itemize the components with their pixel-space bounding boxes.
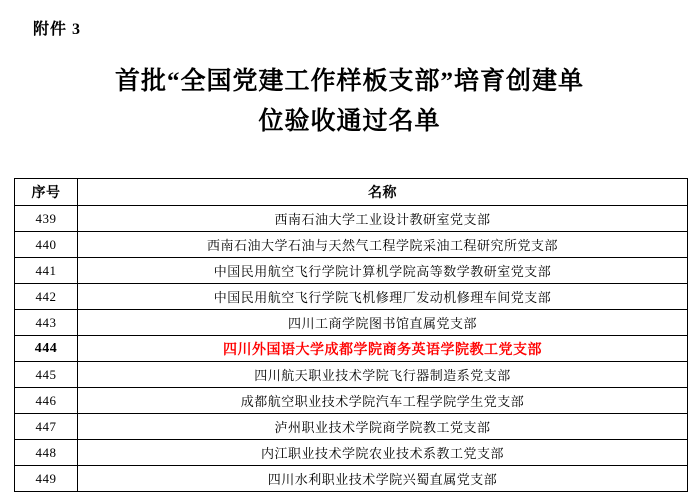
column-header-sequence: 序号 xyxy=(15,179,78,206)
cell-sequence: 439 xyxy=(15,206,78,232)
column-header-name: 名称 xyxy=(78,179,688,206)
page-title xyxy=(0,62,699,142)
cell-sequence: 444 xyxy=(15,336,78,362)
table-header-row xyxy=(15,179,688,206)
table-row xyxy=(15,232,688,258)
unit-list-table xyxy=(14,178,688,492)
table-row xyxy=(15,206,688,232)
cell-sequence: 440 xyxy=(15,232,78,258)
cell-sequence: 448 xyxy=(15,440,78,466)
cell-name: 四川外国语大学成都学院商务英语学院教工党支部 xyxy=(78,336,688,362)
table-row xyxy=(15,310,688,336)
cell-sequence: 445 xyxy=(15,362,78,388)
cell-sequence: 441 xyxy=(15,258,78,284)
cell-name: 四川工商学院图书馆直属党支部 xyxy=(78,310,688,336)
page-title-line-2: 位验收通过名单 xyxy=(258,108,441,135)
cell-name: 中国民用航空飞行学院计算机学院高等数学教研室党支部 xyxy=(78,258,688,284)
attachment-label: 附件 3 xyxy=(33,21,82,38)
table-row-highlighted xyxy=(15,336,688,362)
cell-sequence: 449 xyxy=(15,466,78,492)
table-row xyxy=(15,258,688,284)
cell-name: 泸州职业技术学院商学院教工党支部 xyxy=(78,414,688,440)
cell-name: 西南石油大学石油与天然气工程学院采油工程研究所党支部 xyxy=(78,232,688,258)
cell-sequence: 447 xyxy=(15,414,78,440)
cell-name: 西南石油大学工业设计教研室党支部 xyxy=(78,206,688,232)
cell-name: 内江职业技术学院农业技术系教工党支部 xyxy=(78,440,688,466)
cell-sequence: 442 xyxy=(15,284,78,310)
page-title-line-1: 首批“全国党建工作样板支部”培育创建单 xyxy=(114,68,584,95)
table-row xyxy=(15,284,688,310)
cell-name: 四川航天职业技术学院飞行器制造系党支部 xyxy=(78,362,688,388)
table-row xyxy=(15,414,688,440)
table-row xyxy=(15,388,688,414)
cell-sequence: 446 xyxy=(15,388,78,414)
table-row xyxy=(15,466,688,492)
cell-name: 成都航空职业技术学院汽车工程学院学生党支部 xyxy=(78,388,688,414)
cell-name: 中国民用航空飞行学院飞机修理厂发动机修理车间党支部 xyxy=(78,284,688,310)
table-body xyxy=(15,206,688,492)
cell-sequence: 443 xyxy=(15,310,78,336)
table-row xyxy=(15,362,688,388)
table-row xyxy=(15,440,688,466)
cell-name: 四川水利职业技术学院兴蜀直属党支部 xyxy=(78,466,688,492)
